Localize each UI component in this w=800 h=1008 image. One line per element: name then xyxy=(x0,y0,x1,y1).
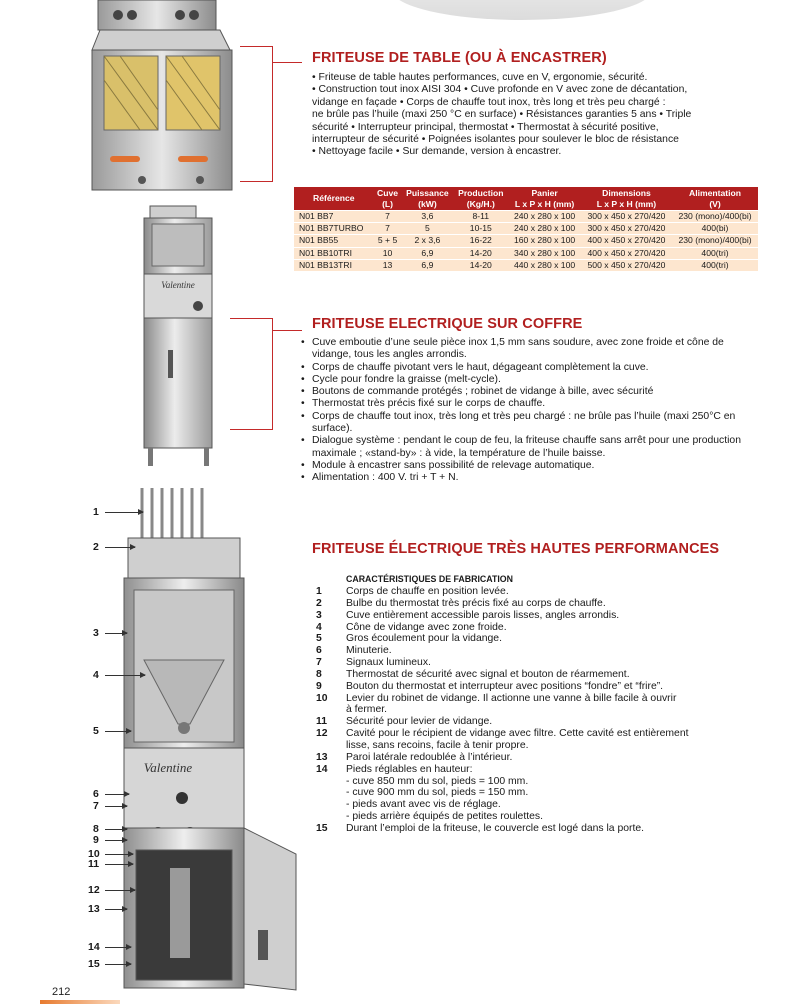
list-item: 13 Paroi latérale redoublée à l’intérieur. xyxy=(316,751,513,763)
callout-arrow xyxy=(105,512,143,513)
table-cell: 400(bi) xyxy=(672,223,758,235)
cabinet-fryer-feature-list xyxy=(300,337,760,485)
callout-number: 9 xyxy=(93,834,99,846)
list-item: • Module à encastrer sans possibilité de relevage automatique. xyxy=(300,460,760,472)
table-header-row xyxy=(294,187,758,211)
callout-number: 4 xyxy=(93,669,99,681)
callout-arrow xyxy=(105,806,127,807)
list-item: 14 Pieds réglables en hauteur: - cuve 850 mm du sol, pieds = 100 mm. - cuve 900 mm du sol, pieds = 150 mm. - pieds avant avec vis de réglage. - pieds arrière équipés de petites roulettes. xyxy=(316,763,543,823)
table-cell: 6,9 xyxy=(401,247,453,259)
list-item: 2 Bulbe du thermostat très précis fixé au corps de chauffe. xyxy=(316,597,606,609)
column-header: Référence xyxy=(294,187,374,211)
callout-number: 11 xyxy=(88,858,100,870)
column-header: Alimentation (V) xyxy=(672,187,758,211)
table-cell: 400 x 450 x 270/420 xyxy=(581,247,672,259)
callout-arrow xyxy=(105,909,127,910)
callout-arrow xyxy=(105,854,133,855)
table-cell: 8-11 xyxy=(453,211,508,223)
decorative-header-shape xyxy=(392,0,652,20)
callout-arrow xyxy=(105,633,127,634)
table-cell: 6,9 xyxy=(401,259,453,271)
callout-arrow xyxy=(105,840,127,841)
column-header: Dimensions L x P x H (mm) xyxy=(581,187,672,211)
table-cell: 400(tri) xyxy=(672,259,758,271)
description-line: sécurité • Interrupteur principal, thermostat • Thermostat à sécurité positive, xyxy=(312,121,659,133)
manufacturing-features-list xyxy=(316,586,756,835)
table-cell: N01 BB7 xyxy=(294,211,374,223)
table-cell: 10-15 xyxy=(453,223,508,235)
list-item: 7 Signaux lumineux. xyxy=(316,657,431,669)
callout-arrow xyxy=(105,731,131,732)
leader-line xyxy=(240,46,273,182)
list-item: • Corps de chauffe tout inox, très long et très peu chargé : ne brûle pas l’huile (maxi 250°C en surface). xyxy=(300,411,760,436)
table-cell: 400(tri) xyxy=(672,247,758,259)
list-item: 4 Cône de vidange avec zone froide. xyxy=(316,621,507,633)
callout-number: 2 xyxy=(93,541,99,553)
table-row xyxy=(294,235,758,247)
description-line: • Nettoyage facile • Sur demande, version à encastrer. xyxy=(312,146,562,158)
features-subtitle: CARACTÉRISTIQUES DE FABRICATION xyxy=(346,574,513,584)
table-cell: 300 x 450 x 270/420 xyxy=(581,223,672,235)
leader-line xyxy=(272,62,302,63)
list-item: 3 Cuve entièrement accessible parois lisses, angles arrondis. xyxy=(316,609,620,621)
table-cell: 160 x 280 x 100 xyxy=(508,235,581,247)
section-title-high-performance-fryer: FRITEUSE ÉLECTRIQUE TRÈS HAUTES PERFORMANCES xyxy=(312,541,720,557)
table-cell: 400 x 450 x 270/420 xyxy=(581,235,672,247)
brand-logo: Valentine xyxy=(161,280,195,290)
table-cell: 14-20 xyxy=(453,247,508,259)
column-header: Cuve (L) xyxy=(374,187,402,211)
description-line: • Friteuse de table hautes performances, cuve en V, ergonomie, sécurité. xyxy=(312,72,648,83)
table-cell: 5 xyxy=(401,223,453,235)
description-line: ne brûle pas l’huile (maxi 250 °C en surface) • Résistances garanties 5 ans • Triple xyxy=(312,109,692,121)
list-item: 6 Minuterie. xyxy=(316,645,392,657)
callout-number: 8 xyxy=(93,823,99,835)
list-item: • Dialogue système : pendant le coup de feu, la friteuse chauffe sans arrêt pour une production maximale ; «stand-by» : à vide, la température de l’huile baisse. xyxy=(300,435,760,460)
callout-arrow xyxy=(105,890,135,891)
leader-line xyxy=(230,318,273,430)
table-cell: 340 x 280 x 100 xyxy=(508,247,581,259)
list-item: 12 Cavité pour le récipient de vidange avec filtre. Cette cavité est entièrement lisse, sans recoins, facile à tenir propre. xyxy=(316,728,689,751)
table-row xyxy=(294,247,758,259)
description-line: • Construction tout inox AISI 304 • Cuve profonde en V avec zone de décantation, xyxy=(312,84,688,96)
table-cell: 10 xyxy=(374,247,402,259)
column-header: Panier L x P x H (mm) xyxy=(508,187,581,211)
footer-accent-bar xyxy=(40,1000,120,1004)
callout-number: 10 xyxy=(88,848,100,860)
table-fryer-image xyxy=(90,0,240,192)
table-cell: 13 xyxy=(374,259,402,271)
table-cell: 5 + 5 xyxy=(374,235,402,247)
high-performance-fryer-image xyxy=(120,478,302,998)
list-item: 8 Thermostat de sécurité avec signal et bouton de réarmement. xyxy=(316,668,630,680)
table-cell: 240 x 280 x 100 xyxy=(508,223,581,235)
column-header: Production (Kg/H.) xyxy=(453,187,508,211)
list-item: 10 Levier du robinet de vidange. Il actionne une vanne à bille facile à ouvrir à fermer. xyxy=(316,692,677,716)
list-item: 1 Corps de chauffe en position levée. xyxy=(316,586,509,597)
callout-number: 12 xyxy=(88,884,100,896)
callout-arrow xyxy=(105,864,133,865)
table-cell: 300 x 450 x 270/420 xyxy=(581,211,672,223)
cabinet-fryer-image xyxy=(130,200,230,472)
description-line: vidange en façade • Corps de chauffe tout inox, très long et très peu chargé : xyxy=(312,96,666,108)
table-cell: 16-22 xyxy=(453,235,508,247)
table-cell: 3,6 xyxy=(401,211,453,223)
table-cell: 230 (mono)/400(bi) xyxy=(672,235,758,247)
list-item: • Thermostat très précis fixé sur le corps de chauffe. xyxy=(300,398,760,410)
callout-number: 5 xyxy=(93,725,99,737)
table-row xyxy=(294,259,758,271)
section-title-cabinet-fryer: FRITEUSE ELECTRIQUE SUR COFFRE xyxy=(312,316,583,332)
callout-number: 14 xyxy=(88,941,100,953)
callout-number: 15 xyxy=(88,958,100,970)
callout-number: 3 xyxy=(93,627,99,639)
callout-number: 13 xyxy=(88,903,100,915)
table-row xyxy=(294,211,758,223)
list-item: • Alimentation : 400 V. tri + T + N. xyxy=(300,472,760,484)
list-item: 11 Sécurité pour levier de vidange. xyxy=(316,716,493,728)
callout-arrow xyxy=(105,675,145,676)
list-item: • Corps de chauffe pivotant vers le haut, dégageant complètement la cuve. xyxy=(300,362,760,374)
callout-arrow xyxy=(105,947,131,948)
callout-number: 7 xyxy=(93,800,99,812)
list-item: 15 Durant l’emploi de la friteuse, le couvercle est logé dans la porte. xyxy=(316,822,645,834)
table-fryer-description xyxy=(312,72,782,159)
description-line: interrupteur de sécurité • Poignées isolantes pour soulever le bloc de résistance xyxy=(312,134,679,146)
callout-arrow xyxy=(105,794,129,795)
list-item: • Cycle pour fondre la graisse (melt-cycle). xyxy=(300,374,760,386)
table-cell: N01 BB10TRI xyxy=(294,247,374,259)
brand-logo: Valentine xyxy=(143,760,193,775)
leader-line xyxy=(272,330,302,331)
callout-number: 1 xyxy=(93,506,99,518)
list-item: 9 Bouton du thermostat et interrupteur avec positions “fondre” et “frire”. xyxy=(316,680,664,692)
table-cell: N01 BB13TRI xyxy=(294,259,374,271)
section-title-table-fryer: FRITEUSE DE TABLE (OU À ENCASTRER) xyxy=(312,50,607,66)
list-item: • Cuve emboutie d’une seule pièce inox 1,5 mm sans soudure, avec zone froide et cône de vidange, tous les angles arrondis. xyxy=(300,337,760,362)
column-header: Puissance (kW) xyxy=(401,187,453,211)
table-cell: N01 BB7TURBO xyxy=(294,223,374,235)
list-item: • Boutons de commande protégés ; robinet de vidange à bille, avec sécurité xyxy=(300,386,760,398)
table-cell: 500 x 450 x 270/420 xyxy=(581,259,672,271)
callout-arrow xyxy=(105,547,135,548)
table-cell: 230 (mono)/400(bi) xyxy=(672,211,758,223)
table-cell: 7 xyxy=(374,211,402,223)
table-cell: N01 BB55 xyxy=(294,235,374,247)
table-cell: 440 x 280 x 100 xyxy=(508,259,581,271)
callout-arrow xyxy=(105,829,127,830)
table-cell: 2 x 3,6 xyxy=(401,235,453,247)
table-cell: 240 x 280 x 100 xyxy=(508,211,581,223)
table-row xyxy=(294,223,758,235)
list-item: 5 Gros écoulement pour la vidange. xyxy=(316,633,502,645)
callout-arrow xyxy=(105,964,131,965)
spec-table xyxy=(294,187,758,271)
page-number: 212 xyxy=(52,986,71,998)
callout-number: 6 xyxy=(93,788,99,800)
table-cell: 7 xyxy=(374,223,402,235)
table-cell: 14-20 xyxy=(453,259,508,271)
